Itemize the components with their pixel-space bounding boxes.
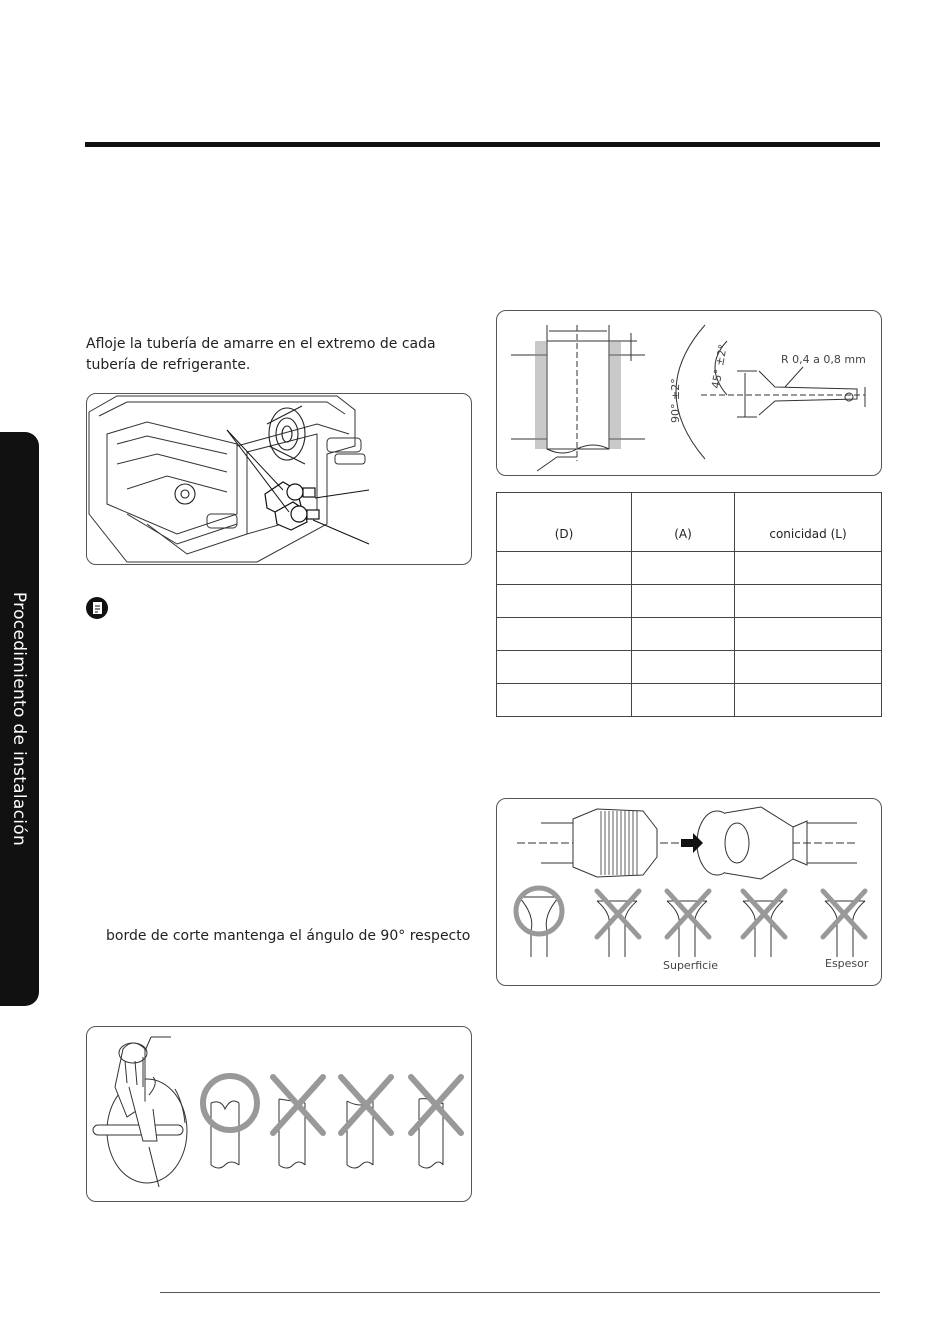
flare-dimension-diagram	[497, 311, 881, 475]
table-row	[497, 552, 882, 585]
table-cell	[632, 585, 735, 618]
intro-text: Afloje la tubería de amarre en el extremo de cada tubería de refrigerante.	[86, 336, 436, 373]
side-tab	[0, 432, 39, 1006]
table-header-row	[497, 493, 882, 552]
pipe-cut-frame	[86, 1026, 472, 1202]
table-cell	[497, 618, 632, 651]
table-cell	[632, 684, 735, 717]
table-cell	[735, 552, 882, 585]
flare-table	[496, 492, 882, 717]
note-icon	[86, 597, 108, 619]
header-taper: conicidad (L)	[735, 493, 882, 552]
table-row	[497, 585, 882, 618]
unit-illustration	[87, 394, 471, 564]
angle-45-label: 45° ±2°	[709, 343, 730, 390]
table-cell	[497, 651, 632, 684]
table-cell	[735, 651, 882, 684]
table-cell	[497, 684, 632, 717]
table-cell	[497, 585, 632, 618]
table-row	[497, 651, 882, 684]
table-cell	[735, 618, 882, 651]
radius-label: R 0,4 a 0,8 mm	[781, 353, 866, 366]
bottom-rule	[160, 1292, 880, 1293]
angle-90-label: 90° ±2°	[669, 378, 682, 423]
surface-label: Superficie	[663, 959, 719, 972]
side-tab-label: Procedimiento de instalación	[9, 591, 29, 847]
table-row	[497, 618, 882, 651]
table-cell	[735, 684, 882, 717]
table-cell	[735, 585, 882, 618]
flare-check-illustration	[497, 799, 881, 985]
thickness-label: Espesor	[825, 957, 869, 970]
pipe-cut-illustration	[87, 1027, 471, 1201]
table-cell	[632, 651, 735, 684]
cut-instruction: borde de corte mantenga el ángulo de 90° respecto	[106, 928, 471, 944]
unit-illustration-frame	[86, 393, 472, 565]
table-cell	[632, 618, 735, 651]
table-cell	[632, 552, 735, 585]
header-dimension: (A)	[632, 493, 735, 552]
flare-dimension-frame	[496, 310, 882, 476]
top-rule	[85, 142, 880, 147]
flare-check-frame	[496, 798, 882, 986]
table-cell	[497, 552, 632, 585]
table-row	[497, 684, 882, 717]
header-diameter: (D)	[497, 493, 632, 552]
